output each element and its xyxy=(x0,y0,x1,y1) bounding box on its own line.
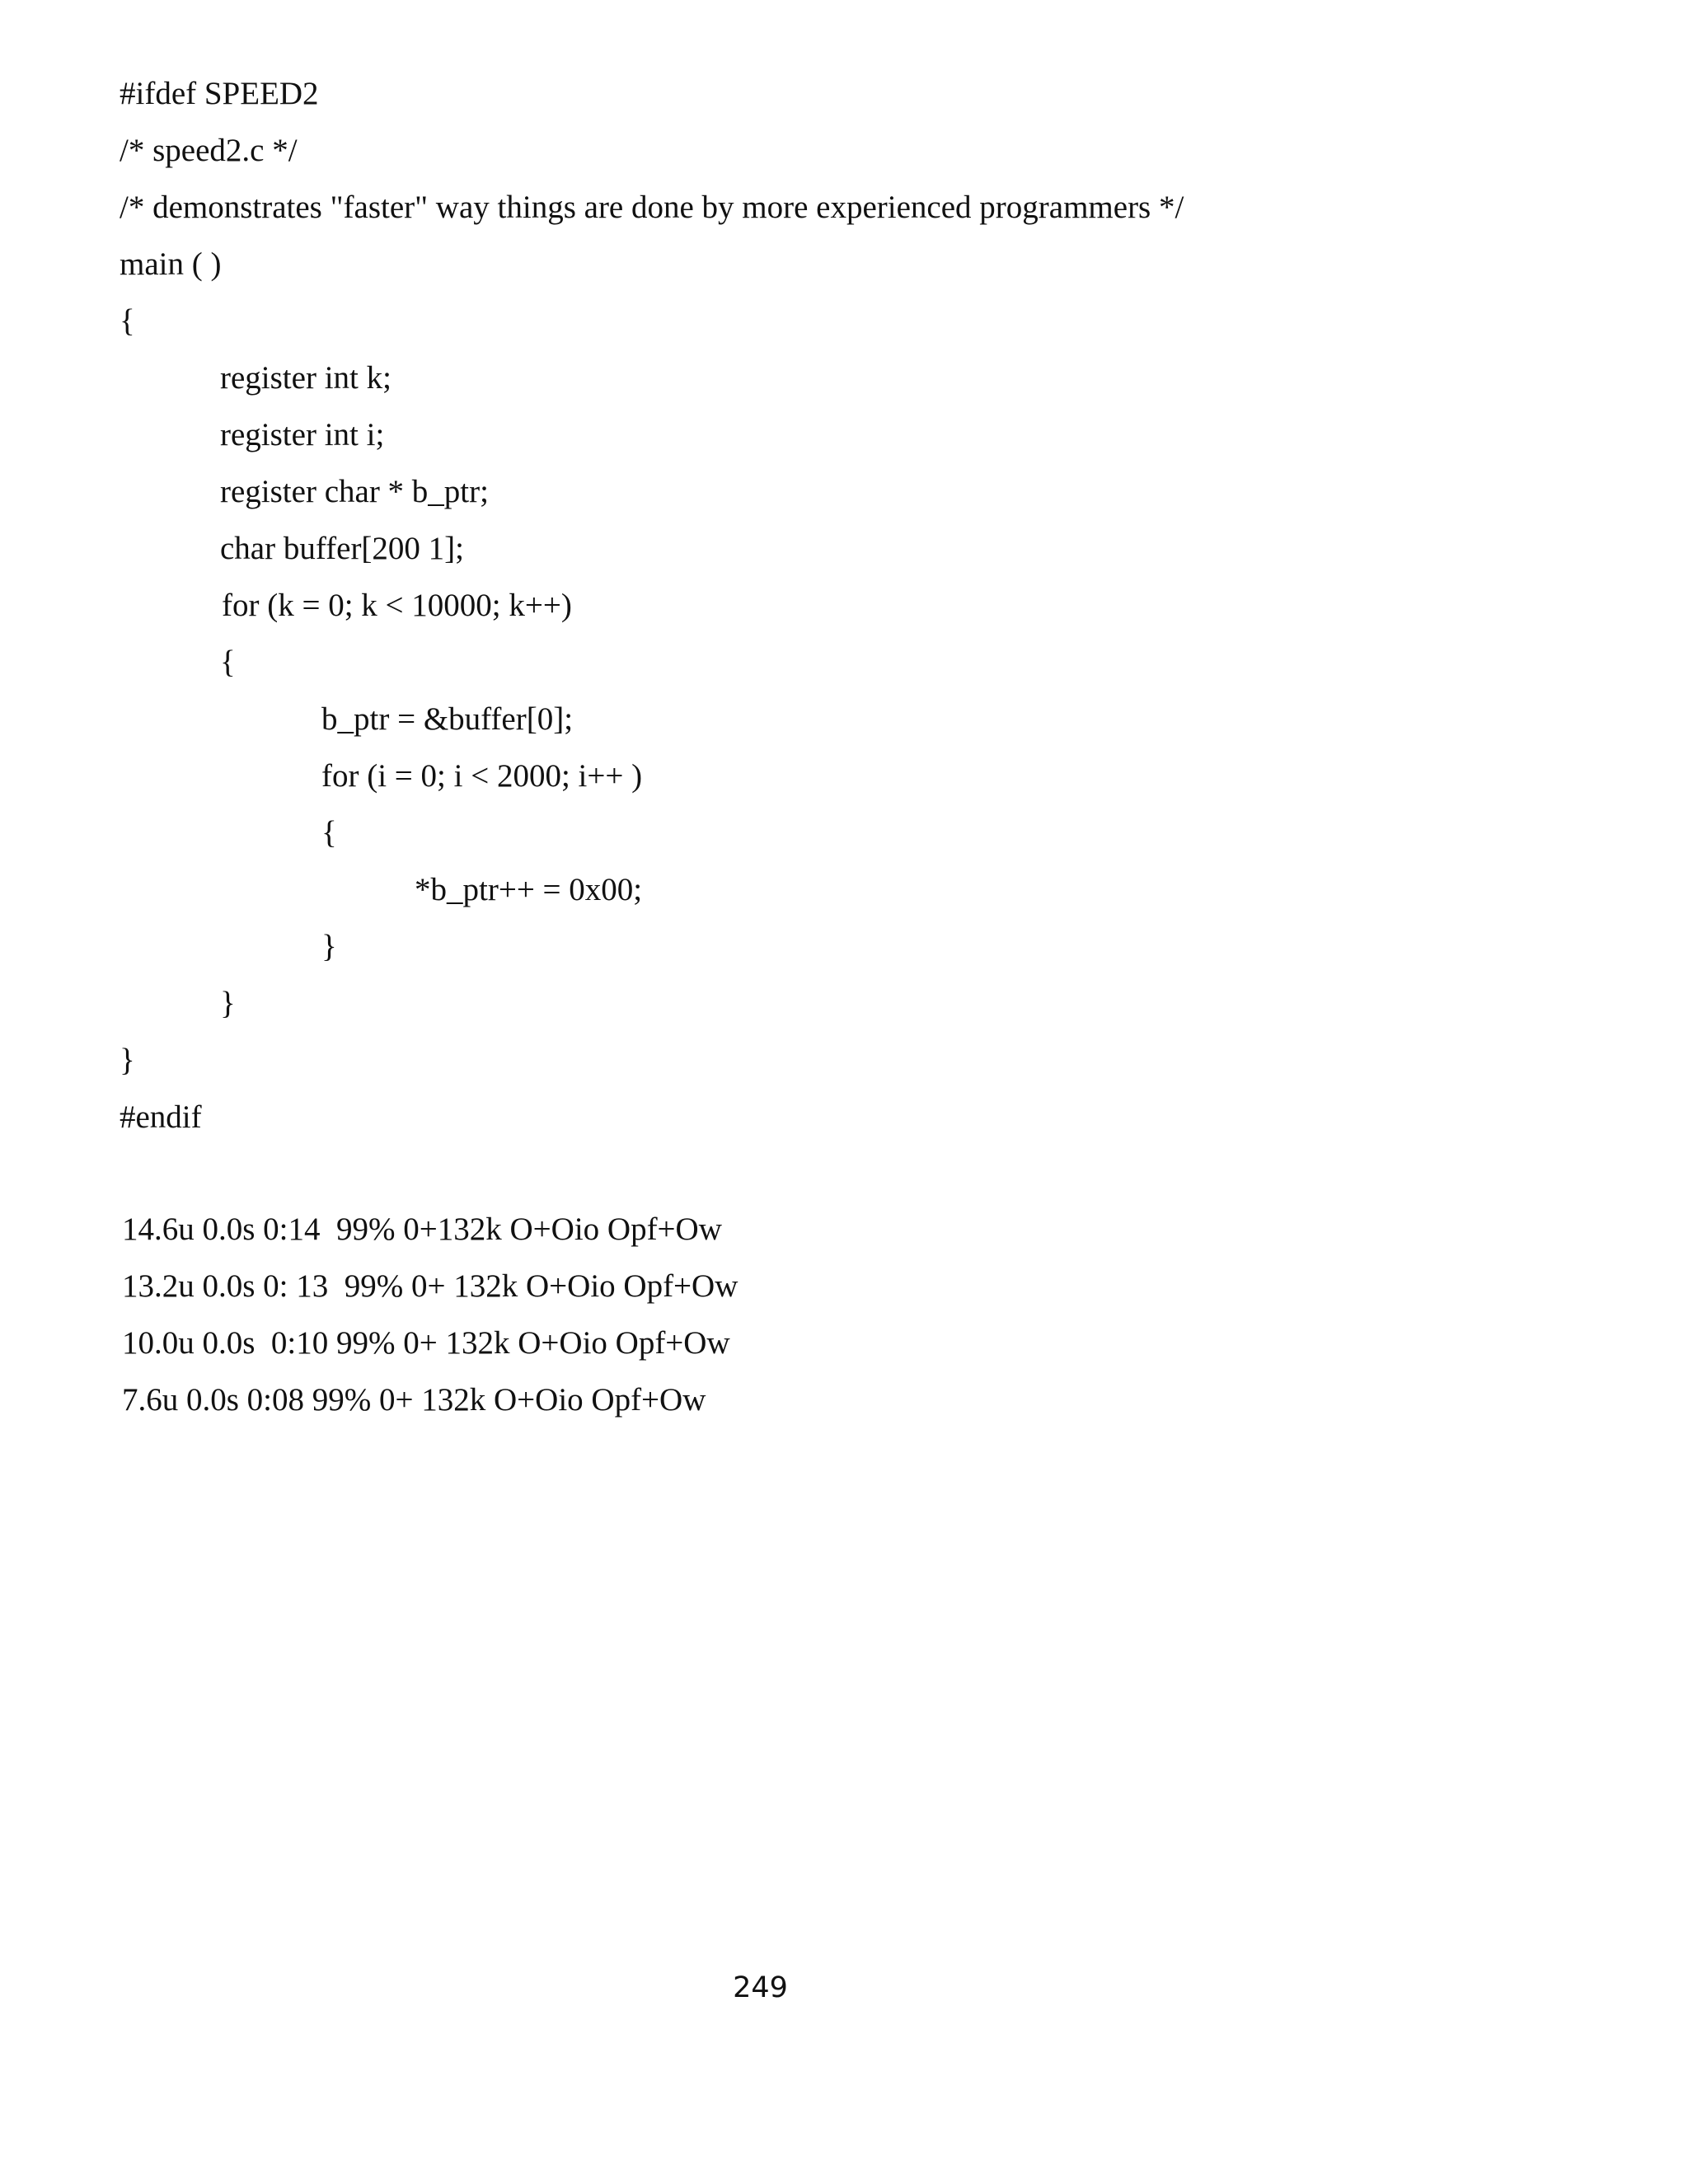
code-line-decl-i: register int i; xyxy=(220,417,385,452)
code-line-open-brace-outer: { xyxy=(220,644,236,680)
code-line-filename-comment: /* speed2.c */ xyxy=(120,133,298,168)
code-line-zero-byte: *b_ptr++ = 0x00; xyxy=(415,872,643,907)
code-line-close-brace-outer: } xyxy=(220,986,236,1021)
code-line-close-brace-main: } xyxy=(120,1043,135,1078)
timing-line: 14.6u 0.0s 0:14 99% 0+132k O+Oio Opf+Ow xyxy=(122,1212,722,1247)
code-line-ifdef: #ifdef SPEED2 xyxy=(120,76,319,111)
code-line-decl-k: register int k; xyxy=(220,360,392,396)
code-line-outer-for: for (k = 0; k < 10000; k++) xyxy=(222,588,572,623)
code-line-open-brace-main: { xyxy=(120,303,135,339)
code-line-inner-for: for (i = 0; i < 2000; i++ ) xyxy=(321,758,643,794)
code-line-main: main ( ) xyxy=(120,246,222,282)
timing-results xyxy=(122,1208,738,1436)
code-line-assign-bptr: b_ptr = &buffer[0]; xyxy=(321,701,574,737)
code-line-decl-bptr: register char * b_ptr; xyxy=(220,474,489,509)
code-line-decl-buffer: char buffer[200 1]; xyxy=(220,531,464,566)
code-line-close-brace-inner: } xyxy=(321,929,337,964)
code-line-endif: #endif xyxy=(120,1099,202,1135)
page-number: 249 xyxy=(733,1971,788,2004)
code-line-open-brace-inner: { xyxy=(321,815,337,851)
timing-line: 13.2u 0.0s 0: 13 99% 0+ 132k O+Oio Opf+Ow xyxy=(122,1268,738,1304)
timing-line: 7.6u 0.0s 0:08 99% 0+ 132k O+Oio Opf+Ow xyxy=(122,1382,706,1418)
code-listing xyxy=(120,73,1184,1153)
code-line-description-comment: /* demonstrates "faster" way things are done by more experienced programmers */ xyxy=(120,190,1184,225)
timing-line: 10.0u 0.0s 0:10 99% 0+ 132k O+Oio Opf+Ow xyxy=(122,1325,730,1361)
